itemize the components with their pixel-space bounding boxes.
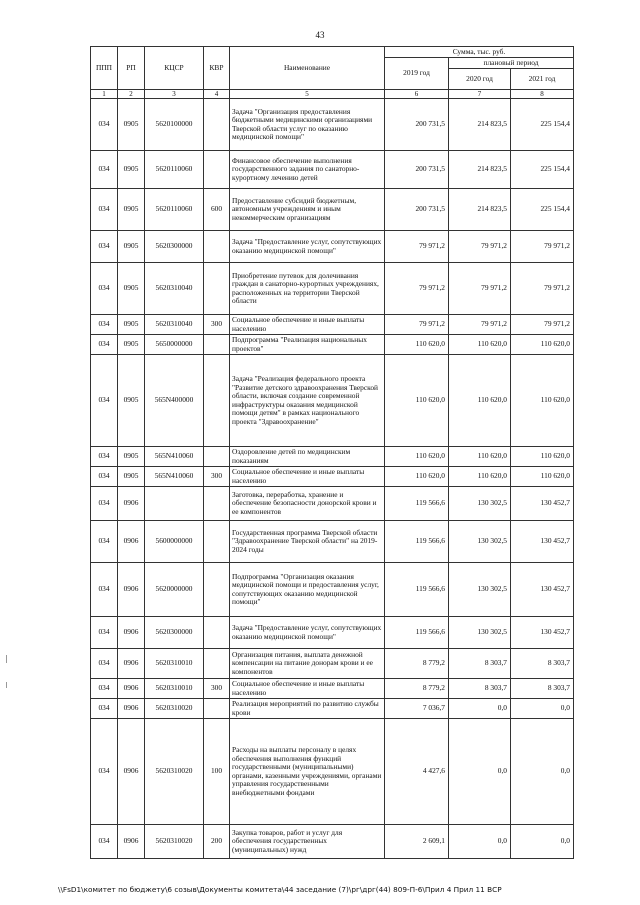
cell-amount-2021: 8 303,7 xyxy=(511,649,574,679)
cell-kcsr: 5620310020 xyxy=(145,699,204,719)
cell-name: Задача "Организация предоставления бюджетными медицинскими организациями Тверской области услуг по оказанию медицинской помощи" xyxy=(230,99,385,151)
cell-name: Подпрограмма "Реализация национальных проектов" xyxy=(230,335,385,355)
cell-kcsr: 5620110060 xyxy=(145,189,204,231)
cell-kcsr: 5620310010 xyxy=(145,649,204,679)
cell-amount-2021: 130 452,7 xyxy=(511,487,574,521)
cell-amount-2021: 0,0 xyxy=(511,825,574,859)
cell-rp: 0905 xyxy=(118,315,145,335)
cell-amount-2019: 119 566,6 xyxy=(385,617,449,649)
cell-kvr: 300 xyxy=(204,679,230,699)
cell-rp: 0905 xyxy=(118,151,145,189)
cell-name: Социальное обеспечение и иные выплаты населению xyxy=(230,467,385,487)
cell-ppp: 034 xyxy=(91,563,118,617)
cell-kcsr: 5600000000 xyxy=(145,521,204,563)
cell-rp: 0905 xyxy=(118,263,145,315)
cell-amount-2020: 8 303,7 xyxy=(449,679,511,699)
cell-kcsr: 5620310020 xyxy=(145,719,204,825)
header-ppp: ППП xyxy=(91,47,118,90)
cell-kcsr: 5620300000 xyxy=(145,231,204,263)
cell-kvr: 300 xyxy=(204,467,230,487)
cell-amount-2019: 110 620,0 xyxy=(385,447,449,467)
cell-amount-2020: 0,0 xyxy=(449,699,511,719)
cell-amount-2019: 79 971,2 xyxy=(385,263,449,315)
cell-amount-2019: 200 731,5 xyxy=(385,189,449,231)
cell-amount-2020: 130 302,5 xyxy=(449,487,511,521)
cell-kcsr: 565N400000 xyxy=(145,355,204,447)
cell-name: Закупка товаров, работ и услуг для обеспечения государственных (муниципальных) нужд xyxy=(230,825,385,859)
table-row xyxy=(91,617,574,649)
column-number: 3 xyxy=(145,90,204,99)
cell-amount-2021: 79 971,2 xyxy=(511,231,574,263)
cell-rp: 0905 xyxy=(118,355,145,447)
table-row xyxy=(91,487,574,521)
cell-amount-2019: 2 609,1 xyxy=(385,825,449,859)
table-row xyxy=(91,563,574,617)
cell-amount-2021: 130 452,7 xyxy=(511,521,574,563)
cell-ppp: 034 xyxy=(91,263,118,315)
cell-name: Государственная программа Тверской области "Здравоохранение Тверской области" на 2019-2024 годы xyxy=(230,521,385,563)
cell-amount-2020: 214 823,5 xyxy=(449,189,511,231)
cell-kvr: 600 xyxy=(204,189,230,231)
cell-name: Финансовое обеспечение выполнения государственного задания по санаторно-курортному лечению детей xyxy=(230,151,385,189)
cell-name: Организация питания, выплата денежной компенсации на питание донорам крови и ее компонентов xyxy=(230,649,385,679)
header-kvr: КВР xyxy=(204,47,230,90)
cell-name: Задача "Предоставление услуг, сопутствующих оказанию медицинской помощи" xyxy=(230,617,385,649)
cell-amount-2021: 130 452,7 xyxy=(511,617,574,649)
header-sum: Сумма, тыс. руб. xyxy=(385,47,574,58)
cell-amount-2021: 110 620,0 xyxy=(511,355,574,447)
cell-rp: 0906 xyxy=(118,649,145,679)
cell-kcsr: 5620000000 xyxy=(145,563,204,617)
cell-amount-2021: 110 620,0 xyxy=(511,335,574,355)
cell-kcsr: 5620310020 xyxy=(145,825,204,859)
cell-amount-2019: 110 620,0 xyxy=(385,355,449,447)
cell-ppp: 034 xyxy=(91,447,118,467)
cell-amount-2021: 8 303,7 xyxy=(511,679,574,699)
cell-kvr xyxy=(204,487,230,521)
cell-kcsr: 565N410060 xyxy=(145,447,204,467)
cell-ppp: 034 xyxy=(91,617,118,649)
table-row xyxy=(91,189,574,231)
cell-kvr xyxy=(204,649,230,679)
column-number: 5 xyxy=(230,90,385,99)
cell-ppp: 034 xyxy=(91,521,118,563)
cell-rp: 0906 xyxy=(118,563,145,617)
cell-kcsr: 5620310010 xyxy=(145,679,204,699)
cell-amount-2020: 110 620,0 xyxy=(449,467,511,487)
cell-ppp: 034 xyxy=(91,355,118,447)
column-number: 2 xyxy=(118,90,145,99)
cell-rp: 0905 xyxy=(118,335,145,355)
cell-kvr xyxy=(204,335,230,355)
column-number: 1 xyxy=(91,90,118,99)
footer-file-path: \\FsD1\комитет по бюджету\6 созыв\Документы комитета\44 заседание (7)\рг\дрг(44) 809-П-6\Прил 4 Прил 11 ВСР xyxy=(58,885,502,894)
table-row xyxy=(91,825,574,859)
cell-name: Приобретение путевок для долечивания граждан в санаторно-курортных учреждениях, расположенных на территории Тверской области xyxy=(230,263,385,315)
cell-name: Предоставление субсидий бюджетным, автономным учреждениям и иным некоммерческим организациям xyxy=(230,189,385,231)
cell-amount-2020: 0,0 xyxy=(449,825,511,859)
cell-amount-2019: 7 036,7 xyxy=(385,699,449,719)
cell-kcsr: 565N410060 xyxy=(145,467,204,487)
cell-kcsr: 5620110060 xyxy=(145,151,204,189)
cell-amount-2021: 0,0 xyxy=(511,699,574,719)
cell-kvr: 300 xyxy=(204,315,230,335)
cell-kvr xyxy=(204,563,230,617)
cell-ppp: 034 xyxy=(91,649,118,679)
table-row xyxy=(91,355,574,447)
table-row xyxy=(91,679,574,699)
cell-ppp: 034 xyxy=(91,699,118,719)
column-numbers-row xyxy=(91,90,574,99)
cell-amount-2020: 130 302,5 xyxy=(449,521,511,563)
cell-kvr xyxy=(204,151,230,189)
cell-kvr xyxy=(204,263,230,315)
cell-amount-2020: 110 620,0 xyxy=(449,447,511,467)
margin-mark xyxy=(6,655,7,663)
cell-ppp: 034 xyxy=(91,679,118,699)
table-row xyxy=(91,315,574,335)
column-number: 7 xyxy=(449,90,511,99)
table-row xyxy=(91,335,574,355)
cell-kvr: 100 xyxy=(204,719,230,825)
column-number: 4 xyxy=(204,90,230,99)
cell-kvr xyxy=(204,231,230,263)
cell-amount-2019: 119 566,6 xyxy=(385,487,449,521)
cell-amount-2020: 79 971,2 xyxy=(449,231,511,263)
cell-ppp: 034 xyxy=(91,335,118,355)
table-row xyxy=(91,231,574,263)
cell-name: Социальное обеспечение и иные выплаты населению xyxy=(230,679,385,699)
cell-amount-2019: 79 971,2 xyxy=(385,315,449,335)
table-row xyxy=(91,521,574,563)
cell-name: Социальное обеспечение и иные выплаты населению xyxy=(230,315,385,335)
cell-kcsr: 5620100000 xyxy=(145,99,204,151)
cell-amount-2020: 79 971,2 xyxy=(449,263,511,315)
cell-amount-2020: 79 971,2 xyxy=(449,315,511,335)
cell-rp: 0905 xyxy=(118,99,145,151)
cell-name: Оздоровление детей по медицинским показаниям xyxy=(230,447,385,467)
cell-rp: 0906 xyxy=(118,521,145,563)
page-number: 43 xyxy=(315,30,325,40)
cell-amount-2021: 110 620,0 xyxy=(511,447,574,467)
table-row xyxy=(91,99,574,151)
cell-kvr: 200 xyxy=(204,825,230,859)
cell-amount-2020: 214 823,5 xyxy=(449,99,511,151)
cell-rp: 0906 xyxy=(118,487,145,521)
header-name: Наименование xyxy=(230,47,385,90)
cell-amount-2019: 200 731,5 xyxy=(385,99,449,151)
column-number: 8 xyxy=(511,90,574,99)
cell-rp: 0906 xyxy=(118,679,145,699)
table-row xyxy=(91,467,574,487)
cell-kcsr: 5650000000 xyxy=(145,335,204,355)
table-row xyxy=(91,263,574,315)
cell-kcsr: 5620310040 xyxy=(145,263,204,315)
cell-kvr xyxy=(204,447,230,467)
cell-amount-2019: 110 620,0 xyxy=(385,467,449,487)
cell-amount-2021: 225 154,4 xyxy=(511,189,574,231)
cell-amount-2020: 130 302,5 xyxy=(449,617,511,649)
cell-name: Реализация мероприятий по развитию службы крови xyxy=(230,699,385,719)
table-row xyxy=(91,447,574,467)
cell-kvr xyxy=(204,355,230,447)
cell-rp: 0905 xyxy=(118,231,145,263)
cell-kcsr: 5620310040 xyxy=(145,315,204,335)
cell-ppp: 034 xyxy=(91,99,118,151)
cell-amount-2020: 130 302,5 xyxy=(449,563,511,617)
cell-amount-2020: 214 823,5 xyxy=(449,151,511,189)
cell-rp: 0906 xyxy=(118,617,145,649)
cell-kcsr: 5620300000 xyxy=(145,617,204,649)
table-row xyxy=(91,719,574,825)
cell-rp: 0906 xyxy=(118,719,145,825)
cell-amount-2019: 79 971,2 xyxy=(385,231,449,263)
cell-ppp: 034 xyxy=(91,151,118,189)
cell-amount-2021: 225 154,4 xyxy=(511,99,574,151)
table-row xyxy=(91,151,574,189)
cell-kvr xyxy=(204,617,230,649)
cell-ppp: 034 xyxy=(91,487,118,521)
cell-name: Расходы на выплаты персоналу в целях обеспечения выполнения функций государственными (муниципальными) органами, казенными учреждениями, органами управления государственными внебюджетными фондами xyxy=(230,719,385,825)
cell-rp: 0905 xyxy=(118,189,145,231)
cell-amount-2019: 110 620,0 xyxy=(385,335,449,355)
cell-ppp: 034 xyxy=(91,719,118,825)
table-row xyxy=(91,649,574,679)
cell-amount-2021: 79 971,2 xyxy=(511,315,574,335)
header-year-2020: 2020 год xyxy=(449,69,511,90)
header-rp: РП xyxy=(118,47,145,90)
cell-amount-2021: 225 154,4 xyxy=(511,151,574,189)
cell-kvr xyxy=(204,521,230,563)
cell-ppp: 034 xyxy=(91,825,118,859)
cell-ppp: 034 xyxy=(91,467,118,487)
cell-rp: 0906 xyxy=(118,699,145,719)
cell-amount-2021: 130 452,7 xyxy=(511,563,574,617)
cell-ppp: 034 xyxy=(91,315,118,335)
cell-amount-2020: 110 620,0 xyxy=(449,335,511,355)
cell-amount-2019: 119 566,6 xyxy=(385,521,449,563)
cell-kvr xyxy=(204,99,230,151)
cell-rp: 0906 xyxy=(118,825,145,859)
column-number: 6 xyxy=(385,90,449,99)
header-kcsr: КЦСР xyxy=(145,47,204,90)
cell-name: Заготовка, переработка, хранение и обеспечение безопасности донорской крови и ее компонентов xyxy=(230,487,385,521)
header-plan-period: плановый период xyxy=(449,58,574,69)
table-row xyxy=(91,699,574,719)
cell-kvr xyxy=(204,699,230,719)
cell-ppp: 034 xyxy=(91,189,118,231)
margin-mark xyxy=(6,682,7,688)
header-year-2021: 2021 год xyxy=(511,69,574,90)
cell-amount-2019: 119 566,6 xyxy=(385,563,449,617)
budget-table xyxy=(90,46,574,859)
cell-amount-2020: 8 303,7 xyxy=(449,649,511,679)
cell-name: Подпрограмма "Организация оказания медицинской помощи и предоставления услуг, сопутствующих оказанию медицинской помощи" xyxy=(230,563,385,617)
cell-amount-2019: 4 427,6 xyxy=(385,719,449,825)
cell-rp: 0905 xyxy=(118,447,145,467)
cell-name: Задача "Предоставление услуг, сопутствующих оказанию медицинской помощи" xyxy=(230,231,385,263)
cell-amount-2019: 200 731,5 xyxy=(385,151,449,189)
header-year-2019: 2019 год xyxy=(385,58,449,90)
cell-name: Задача "Реализация федерального проекта "Развитие детского здравоохранения Тверской области, включая создание современной инфраструктуры оказания медицинской помощи детям" в рамках национального проекта "Здравоохранение" xyxy=(230,355,385,447)
cell-amount-2021: 110 620,0 xyxy=(511,467,574,487)
cell-amount-2021: 0,0 xyxy=(511,719,574,825)
cell-rp: 0905 xyxy=(118,467,145,487)
cell-kcsr xyxy=(145,487,204,521)
cell-amount-2020: 0,0 xyxy=(449,719,511,825)
cell-amount-2019: 8 779,2 xyxy=(385,649,449,679)
cell-amount-2020: 110 620,0 xyxy=(449,355,511,447)
cell-amount-2021: 79 971,2 xyxy=(511,263,574,315)
cell-ppp: 034 xyxy=(91,231,118,263)
cell-amount-2019: 8 779,2 xyxy=(385,679,449,699)
